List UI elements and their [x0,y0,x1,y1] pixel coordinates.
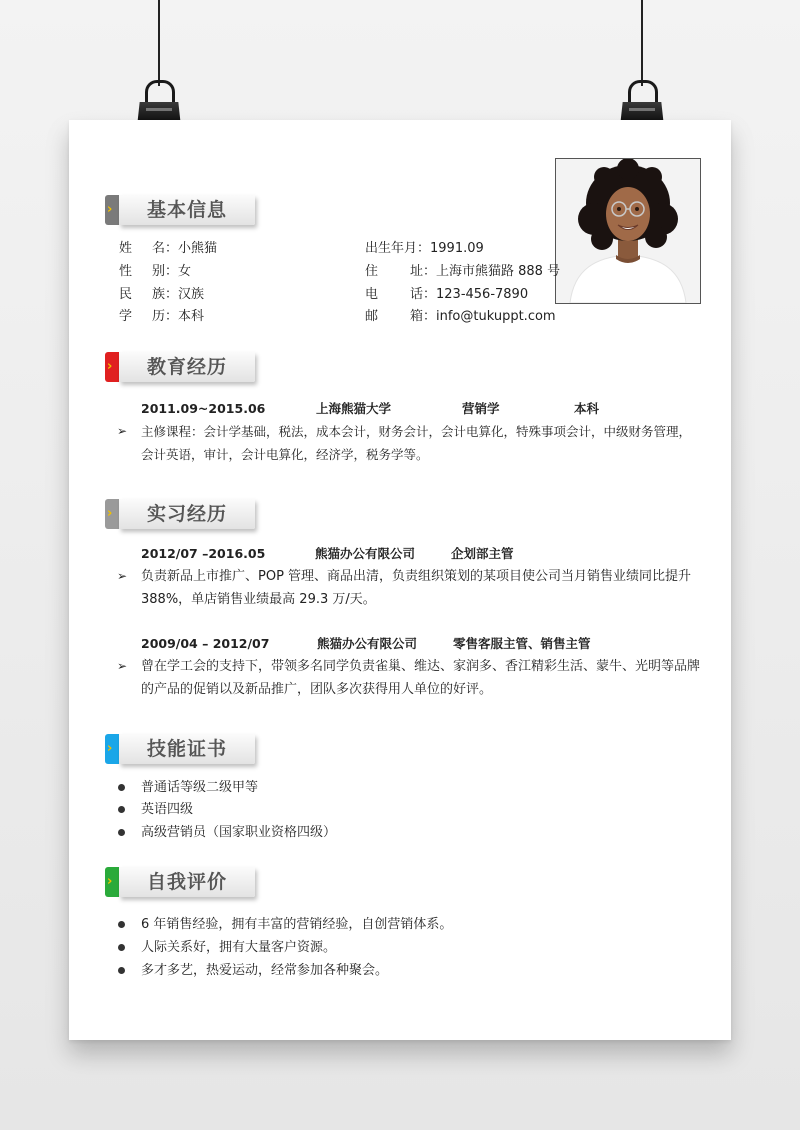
arrowhead-icon: ➢ [117,659,128,673]
skill-item: 高级营销员（国家职业资格四级） [141,825,337,840]
job2-company: 熊猫办公有限公司 [317,636,418,651]
info-education: 学 历：本科 [119,309,205,324]
avatar-photo [555,158,701,304]
dot-icon [118,806,125,813]
chevron-right-icon: › [107,741,113,756]
info-gender: 性 别：女 [119,264,192,279]
section-header-self [105,867,255,897]
section-header-skills [105,734,255,764]
hanging-string-right [641,0,643,86]
edu-courses: 主修课程：会计学基础，税法，成本会计，财务会计，会计电算化，特殊事项会计，中级财务管理，会计英语，审计，会计电算化，经济学，税务学等。 [141,424,692,462]
hanging-string-left [158,0,160,86]
job2-desc: 曾在学工会的支持下，带领多名同学负责雀巢、维达、家润多、香江精彩生活、蒙牛、光明等品牌的产品的促销以及新品推广，团队多次获得用人单位的好评。 [141,659,701,697]
section-title: 基本信息 [147,199,228,221]
chevron-right-icon: › [107,874,113,889]
dot-icon [118,944,125,951]
arrowhead-icon: ➢ [117,424,128,438]
chevron-right-icon: › [107,359,113,374]
edu-major: 营销学 [462,401,500,416]
section-header-internship [105,499,255,529]
chevron-right-icon: › [107,506,113,521]
dot-icon [118,829,125,836]
self-item: 多才多艺，热爱运动，经常参加各种聚会。 [141,963,389,978]
section-title: 教育经历 [147,356,228,378]
job1-date: 2012/07 –2016.05 [141,546,266,561]
dot-icon [118,784,125,791]
section-title: 技能证书 [147,738,228,760]
dot-icon [118,921,125,928]
dot-icon [118,967,125,974]
section-header-basic [105,195,255,225]
job2-date: 2009/04 – 2012/07 [141,636,270,651]
info-birth: 出生年月：1991.09 [365,241,484,256]
job1-company: 熊猫办公有限公司 [315,546,416,561]
job2-role: 零售客服主管、销售主管 [453,636,591,651]
job1-desc: 负责新品上市推广、POP 管理、商品出清，负责组织策划的某项目使公司当月销售业绩同比提升 388%，单店销售业绩最高 29.3 万/天。 [141,569,692,607]
info-name: 姓 名：小熊猫 [119,241,218,256]
info-email: 邮 箱：info@tukuppt.com [365,309,556,324]
edu-degree: 本科 [574,401,600,416]
section-title: 自我评价 [147,871,228,893]
edu-school: 上海熊猫大学 [316,401,392,416]
info-address: 住 址：上海市熊猫路 888 号 [365,264,561,279]
section-title: 实习经历 [147,503,228,525]
section-header-education [105,352,255,382]
resume-page [69,120,731,1040]
skill-item: 普通话等级二级甲等 [141,780,259,795]
self-item: 人际关系好，拥有大量客户资源。 [141,940,337,955]
info-ethnicity: 民 族：汉族 [119,287,205,302]
self-item: 6 年销售经验，拥有丰富的营销经验，自创营销体系。 [141,917,453,932]
info-phone: 电 话：123-456-7890 [365,287,529,302]
skill-item: 英语四级 [141,802,194,817]
chevron-right-icon: › [107,202,113,217]
edu-date: 2011.09~2015.06 [141,401,266,416]
arrowhead-icon: ➢ [117,569,128,583]
job1-role: 企划部主管 [451,546,514,561]
